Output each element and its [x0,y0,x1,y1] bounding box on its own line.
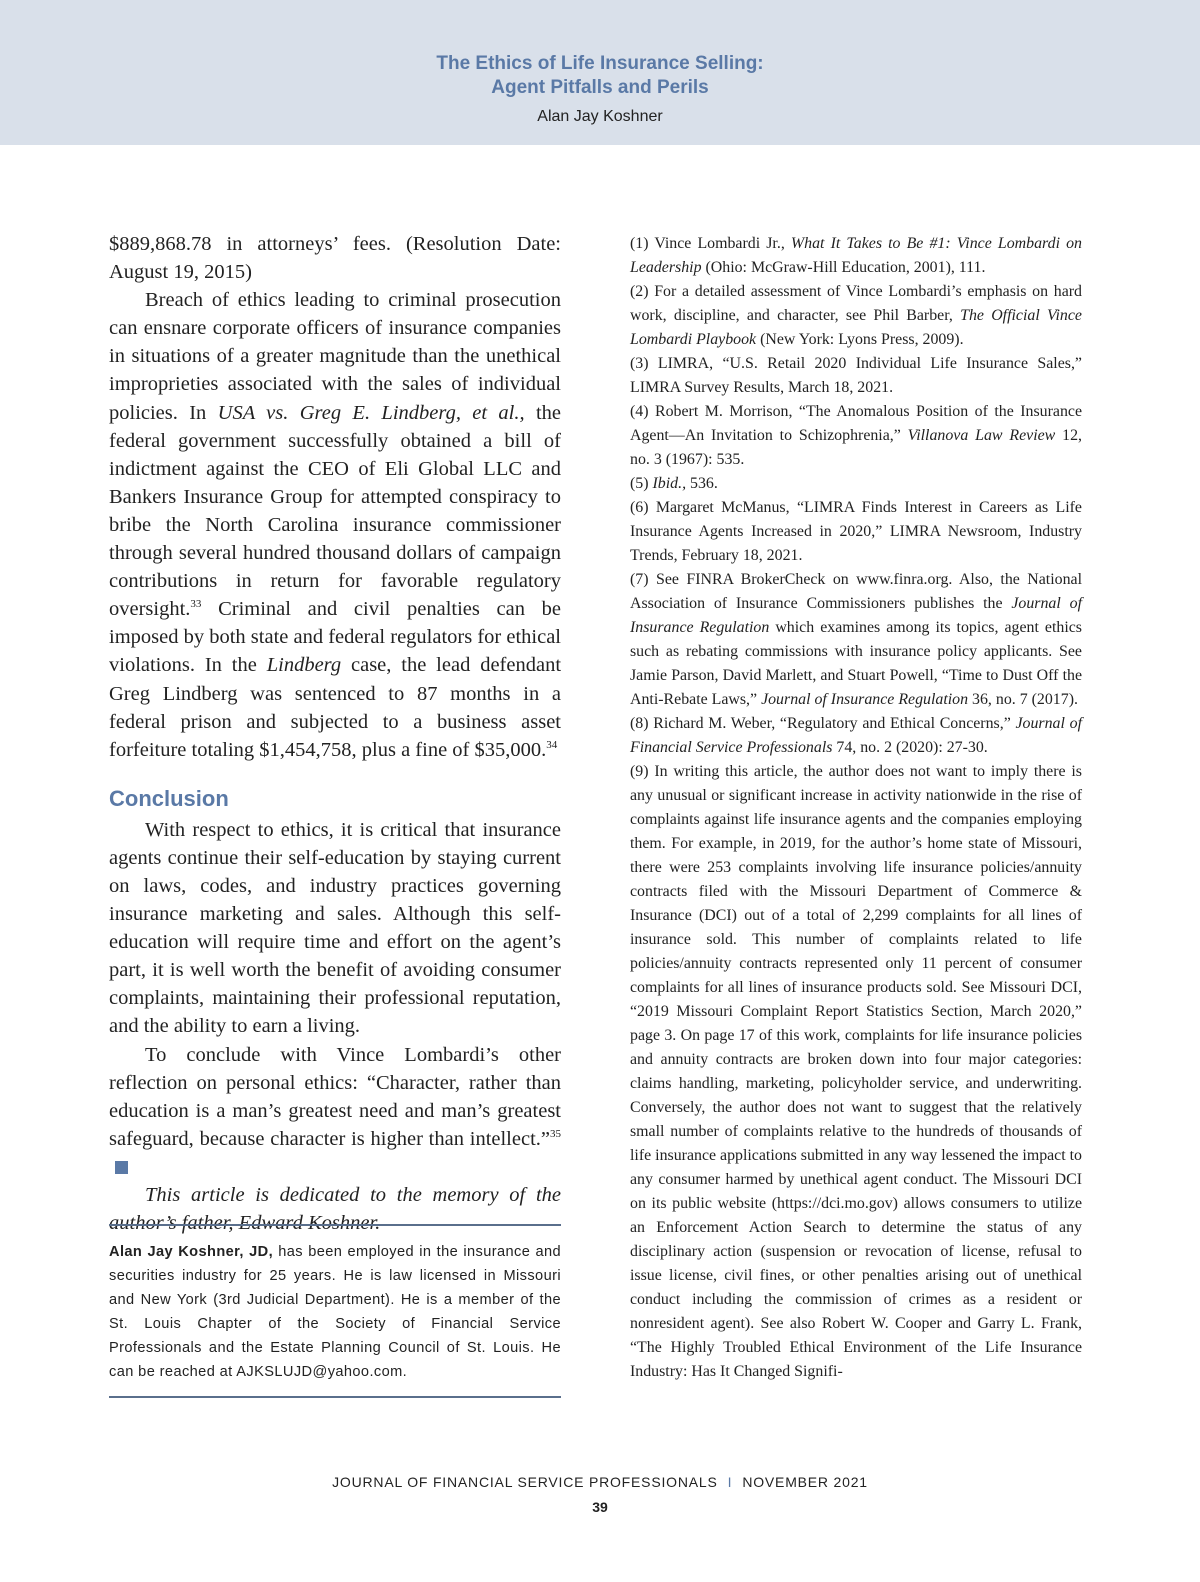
article-title-line-1: The Ethics of Life Insurance Selling: [436,53,764,74]
page-number: 39 [592,1499,608,1515]
article-title-line-2: Agent Pitfalls and Perils [491,77,709,98]
case-name: USA vs. Greg E. Lindberg, et al., [217,401,525,424]
endnote-9: (9) In writing this article, the author does not want to imply there is any unusual or significant increase in activity nationwide in the rise of complaints against life insurance agents and the companies employing them. For example, in 2019, for the author’s home state of Missouri, there were 253 complaints involving life insurance policies/annuity contracts filed with the Missouri Department of Commerce & Insurance (DCI) out of a total of 2,299 complaints for all lines of insurance sold. This number of complaints related to life policies/annuity contracts represented only 11 percent of consumer complaints for all lines of insurance products sold. See Missouri DCI, “2019 Missouri Complaint Report Statistics Section, March 2020,” page 3. On page 17 of this work, complaints for life insurance policies and annuity contracts are broken down into four major categories: claims handling, marketing, policyholder service, and underwriting. Conversely, the author does not want to suggest that the relatively small number of complaints relative to the hundreds of thousands of life insurance applications submitted in any way lessened the impact to any consumer harmed by unethical agent conduct. The Missouri DCI on its public website (https://dci.mo.gov) allows consumers to utilize an Enforcement Action Search to determine the status of any disciplinary action (suspension or revocation of license, refusal to issue license, civil fines, or other penalties arising out of unethical conduct including the commission of crimes as a resident or nonresident agent). See also Robert W. Cooper and Garry L. Frank, “The Highly Troubled Ethical Environment of the Life Insurance Industry: Has It Changed Signifi- [630,763,1082,1380]
journal-title: Journal of Insurance Regulation [761,691,969,708]
article-title [0,52,1200,100]
left-column [109,230,561,1237]
author-bio-text [109,1240,561,1384]
header-author: Alan Jay Koshner [537,108,663,125]
text-run: 12, no. 3 (1967): 535. [630,427,1082,468]
endnote-1 [630,232,1082,280]
text-run: the federal government successfully obtained a bill of indictment against the CEO of Eli Global LLC and Bankers Insurance Group for attempted conspiracy to bribe the North Carolina insurance commissioner through several hundred thousand dollars of campaign contributions in return for favorable regulatory oversight. [109,401,562,621]
text-run: (8) Richard M. Weber, “Regulatory and Ethical Concerns,” [630,715,1016,732]
text-run: 74, no. 2 (2020): 27-30. [832,739,988,756]
book-title: The Official Vince Lombardi Playbook [630,307,1082,348]
footnote-ref-35: 35 [550,1127,561,1140]
text-run: which examines among its topics, agent ethics such as rebating commissions with insurance policy applicants. See Jamie Parson, David Marlett, and Stuart Powell, “Time to Dust Off the Anti-Rebate Laws,” [630,619,1082,708]
text-run: (New York: Lyons Press, 2009). [756,331,964,348]
endnote-6: (6) Margaret McManus, “LIMRA Finds Interest in Careers as Life Insurance Agents Increased in 2020,” LIMRA Newsroom, Industry Trends, February 18, 2021. [630,499,1082,564]
author-bio-body: has been employed in the insurance and securities industry for 25 years. He is law licensed in Missouri and New York (3rd Judicial Department). He is a member of the St. Louis Chapter of the Society of Financial Service Professionals and the Estate Planning Council of St. Louis. He can be reached at AJKSLUJD@yahoo.com. [109,1244,561,1380]
text-run: Criminal and civil penalties can be imposed by both state and federal regulators for ethical violations. In the [109,598,561,677]
paragraph-1: $889,868.78 in attorneys’ fees. (Resolution Date: August 19, 2015) [109,233,561,284]
endnote-7 [630,568,1082,712]
dedication-text: This article is dedicated to the memory of the author’s father, Edward Koshner. [109,1184,561,1235]
text-run: (5) [630,475,653,492]
text-run: To conclude with Vince Lombardi’s other reflection on personal ethics: “Character, rather than education is a man’s greatest need and man’s greatest safeguard, because character is higher than intellect.” [109,1043,561,1150]
footer-journal-line [0,1474,1200,1490]
section-heading-conclusion: Conclusion [109,785,229,811]
text-run: (7) See FINRA BrokerCheck on www.finra.org. Also, the National Association of Insurance Commissioners publishes the [630,571,1082,612]
ibid: Ibid., [652,475,687,492]
endnotes-column [630,232,1082,1384]
paragraph-3: With respect to ethics, it is critical that insurance agents continue their self-education by staying current on laws, codes, and industry practices governing insurance marketing and sales. Although this self-education will require time and effort on the agent’s part, it is well worth the benefit of avoiding consumer complaints, maintaining their professional reputation, and the ability to earn a living. [109,818,561,1038]
footnote-ref-33: 33 [190,598,202,611]
text-run: (1) Vince Lombardi Jr., [630,235,791,252]
text-run: (Ohio: McGraw-Hill Education, 2001), 111. [701,259,986,276]
text-run: Breach of ethics leading to criminal prosecution can ensnare corporate officers of insurance companies in situations of a greater magnitude than the unethical improprieties associated with the sales of individual policies. In [109,289,561,424]
journal-title: Journal of Insurance Regulation [630,595,1082,636]
paragraph-2 [109,286,561,764]
text-run: (2) For a detailed assessment of Vince Lombardi’s emphasis on hard work, discipline, and character, see Phil Barber, [630,283,1082,324]
footnote-ref-34: 34 [546,738,558,751]
paragraph-4 [109,1041,561,1181]
footer-separator: I [727,1474,733,1490]
header-band [0,0,1200,145]
endnote-5 [630,472,1082,496]
endnote-2 [630,280,1082,352]
footer-issue-date: NOVEMBER 2021 [742,1474,868,1490]
text-run: (4) Robert M. Morrison, “The Anomalous Position of the Insurance Agent—An Invitation to Schizophrenia,” [630,403,1082,444]
endnote-4 [630,400,1082,472]
journal-title: Villanova Law Review [907,427,1056,444]
footer-journal-name: JOURNAL OF FINANCIAL SERVICE PROFESSIONALS [332,1474,718,1490]
journal-title: Journal of Financial Service Professionals [630,715,1082,756]
case-name: Lindberg [266,654,342,677]
book-title: What It Takes to Be #1: Vince Lombardi on Leadership [630,235,1082,276]
endnote-8 [630,712,1082,760]
author-bio [109,1224,561,1398]
author-bio-name: Alan Jay Koshner, JD, [109,1244,274,1260]
text-run: 536. [686,475,718,492]
text-run: case, the lead defendant Greg Lindberg was sentenced to 87 months in a federal prison and subjected to a business asset forfeiture totaling $1,454,758, plus a fine of $35,000. [109,654,562,761]
end-of-article-square-icon [115,1161,128,1174]
endnote-3: (3) LIMRA, “U.S. Retail 2020 Individual Life Insurance Sales,” LIMRA Survey Results, March 18, 2021. [630,355,1082,396]
text-run: 36, no. 7 (2017). [968,691,1078,708]
